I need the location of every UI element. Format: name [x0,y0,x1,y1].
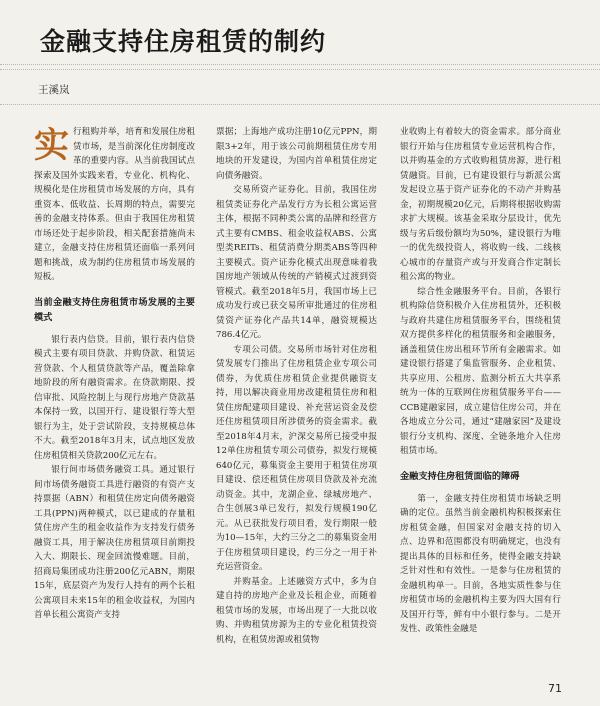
text-column-2 [216,125,377,690]
intro-paragraph [34,125,195,285]
paragraph-interbank-debt: 银行间市场债务融资工具。通过银行间市场债务融资工具进行融资的有资产支持票据（ABN）和租赁住房定向债务融资工具(PPN)两种模式，以已建成的存量租赁住房产生的租金收益作为支持发行债务融资工具，用于解决住房租赁项目前期投入大、期限长、现金回流慢难题。目前，招商局集团成功注册200亿元ABN，期限15年，底层资产为发行人持有的两个长租公寓项目未来15年的租金收益权，为国内首单长租公寓资产支持 [34,465,195,620]
title-divider [0,64,600,65]
paragraph-special-bonds: 专项公司债。交易所市场针对住房租赁发展专门推出了住房租赁企业专项公司债券，为优质住房租赁企业提供融资支持，用以解决商业用房改建租赁住房和租赁住房配建项目建设、补充营运资金及偿还住房租赁项目所涉债务的资金需求。截至2018年4月末，沪深交易所已接受申报12单住房租赁专项公司债券，拟发行规模640亿元，募集资金主要用于租赁住房项目建设、偿还租赁住房项目贷款及补充流动资金。其中，龙湖企业、绿城房地产、合生创展3单已发行，拟发行规模190亿元。从已获批发行项目看，发行期限一般为10—15年，大约三分之二的募集资金用于住房租赁项目建设，约三分之一用于补充运营资金。 [216,344,377,572]
article-author: 王溪岚 [38,84,70,96]
page-number: 71 [548,682,562,695]
paragraph-fund-continued: 业收购上有着较大的资金需求。部分商业银行开始与住房租赁专业运营机构合作，以并购基金的方式收购租赁房源，进行租赁融资。目前，已有建设银行与新派公寓发起设立基于资产证券化的不动产并购基金，初期规模20亿元，后期将根据收购需求扩大规模。该基金采取分层设计，优先级与劣后级份额均为50%，建设银行为唯一的优先级投资人，将收购一线、二线核心城市的存量资产或与开发商合作定制长租公寓的物业。 [400,127,561,282]
paragraph-mna-fund: 并购基金。上述融资方式中，多为自建自持的房地产企业及长租企业，而随着租赁市场的发展，市场出现了一大批以收购、并购租赁房源为主的专业化租赁投资机构，在租赁房源或租赁物 [216,576,377,645]
section-heading-models: 当前金融支持住房租赁市场发展的主要模式 [34,296,195,323]
title-divider-lower [0,69,600,70]
text-column-3 [400,125,561,685]
text-column-1 [34,125,195,690]
paragraph-obstacle-1: 第一，金融支持住房租赁市场缺乏明确的定位。虽然当前金融机构积极探索住房租赁金融，但国家对金融支持的切入点、边界和范围都没有明确规定，也没有提出具体的目标和任务，使得金融支持缺乏针对性和有效性。一是参与住房租赁的金融机构单一。目前，各地实质性参与住房租赁市场的金融机构主要为四大国有行及国开行等，鲜有中小银行参与。二是开发性、政策性金融是 [400,493,561,634]
article-title: 金融支持住房租赁的制约 [40,27,327,56]
paragraph-service-platform: 综合性金融服务平台。目前，各银行机构除信贷积极介入住房租赁外，还积极与政府共建住房租赁服务平台，围绕租赁双方提供多样化的租赁服务和金融服务，涵盖租赁住房出租环节所有金融需求。如建设银行搭建了集监管服务、企业租赁、共享应用、公租房、监测分析五大共享系统为一体的互联网住房租赁服务平台——CCB建融家园，成立建信住房公司，并在各地成立分公司，通过“建融家园”及建设银行分支机构、深度、全链条地介入住房租赁市场。 [400,286,561,456]
intro-text: 行租购并举，培育和发展住房租赁市场，是当前深化住房制度改革的重要内容。从当前我国试点探索及国外实践来看，专业化、机构化、规模化是住房租赁市场发展的方向，具有重资本、低收益、长周期的特点，需要完善的金融支持体系。但由于我国住房租赁市场还处于起步阶段，相关配套措施尚未建立，金融支持住房租赁还面临一系列问题和挑战，成为制约住房租赁市场发展的短板。 [34,127,195,282]
author-divider [0,104,600,105]
paragraph-bank-credit: 银行表内信贷。目前，银行表内信贷模式主要有项目贷款、并购贷款、租赁运营贷款、个人租赁贷款等产品，覆盖除拿地阶段的所有融资需求。在贷款期限、授信审批、风险控制上与现行房地产贷款基本保持一致，以国开行、建设银行等大型银行为主，处于尝试阶段，支持规模总体不大。截至2018年3月末，试点地区发放住房租赁相关贷款200亿元左右。 [34,334,195,461]
section-heading-obstacles: 金融支持住房租赁面临的障碍 [400,470,520,482]
drop-cap: 实 [34,125,70,166]
paragraph-continued: 票据；上海地产成功注册10亿元PPN，期限3+2年，用于该公司前期租赁住房专用地块的开发建设，为国内首单租赁住房定向债务融资。 [216,127,377,181]
paragraph-securitization: 交易所资产证券化。目前，我国住房租赁类证券化产品发行方为长租公寓运营主体，根据不同种类公寓的品牌和经营方式主要有CMBS、租金收益权ABS、公寓型类REITs、租赁消费分期类ABS等四种主要模式。资产证券化模式出现意味着我国房地产领域从传统的产销模式过渡到资管模式。截至2018年5月，我国市场上已成功发行或已获交易所审批通过的住房租赁资产证券化产品共14单，融资规模达786.4亿元。 [216,185,377,340]
